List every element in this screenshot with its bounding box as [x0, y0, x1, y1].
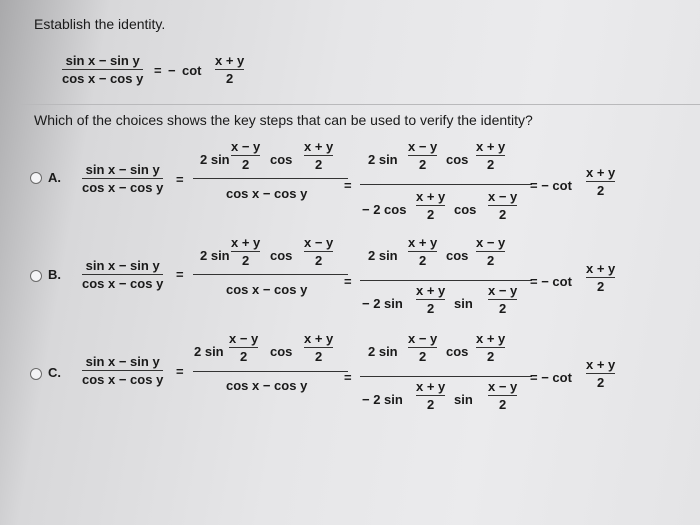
choice-b-s2-bot-coef: − 2 sin [362, 296, 403, 311]
choice-a-s1-main-bar [193, 178, 348, 179]
choice-b-s2-bot-frac2-den: 2 [499, 301, 507, 316]
choice-c-s2-top-frac1-den: 2 [419, 349, 427, 364]
choice-c-s1-frac2-num: x + y [304, 331, 334, 346]
choice-b-s2-bot-frac1-num: x + y [416, 283, 446, 298]
choice-c-s2-top-fn2: cos [446, 344, 469, 359]
choice-a-s1-frac2-num: x + y [304, 139, 334, 154]
choice-c-s2-top-frac2-den: 2 [487, 349, 495, 364]
choice-c-s2-top-frac2-num: x + y [476, 331, 506, 346]
choice-b-s2-bot-fn2: sin [454, 296, 473, 311]
choice-b-equals-1: = [176, 267, 184, 282]
choice-b-s2-bot-frac2-num: x − y [488, 283, 518, 298]
choice-a-s1-frac1-den: 2 [242, 157, 250, 172]
choice-a-result-den: 2 [597, 183, 605, 198]
choice-b-s1-fn2: cos [270, 248, 293, 263]
choice-a-s2-bot-frac1 [416, 190, 445, 221]
choice-c-s1-main-bar [193, 371, 348, 372]
choice-c-s1-frac1-den: 2 [240, 349, 248, 364]
choice-a-s2-top-coef: 2 sin [368, 152, 398, 167]
choice-b-s2-top-frac1-num: x + y [408, 235, 438, 250]
choice-c-s1-fn2: cos [270, 344, 293, 359]
identity-rhs-denominator: 2 [226, 71, 234, 86]
identity-cot: cot [182, 63, 202, 78]
choice-c-equals-1: = [176, 364, 184, 379]
choice-a-result: = − cot [530, 178, 572, 193]
choice-a-s2-bot-frac2-den: 2 [499, 207, 507, 222]
choice-c-equals-2: = [344, 370, 352, 385]
choice-c-s1-coef: 2 sin [194, 344, 224, 359]
choice-b-lhs-numerator: sin x − sin y [85, 258, 160, 273]
choice-b-s1-frac1-num: x + y [231, 235, 261, 250]
choice-b-s1-frac2-den: 2 [315, 253, 323, 268]
identity-rhs-numerator: x + y [215, 53, 245, 68]
choice-c-s2-bot-frac1-num: x + y [416, 379, 446, 394]
choice-c-s2-main-bar [360, 376, 532, 377]
choice-a-s2-bot-coef: − 2 cos [362, 202, 407, 217]
choice-c-s1-denominator: cos x − cos y [226, 378, 308, 393]
choice-c-lhs-denominator: cos x − cos y [82, 372, 164, 387]
choice-b-lhs-denominator: cos x − cos y [82, 276, 164, 291]
choice-a-s2-bot-frac2 [488, 190, 517, 221]
choice-a-s1-frac2-den: 2 [315, 157, 323, 172]
choice-a-s2-top-frac1 [408, 140, 437, 171]
choice-b-s1-frac1-den: 2 [242, 253, 250, 268]
divider [18, 104, 700, 105]
identity-lhs-numerator: sin x − sin y [65, 53, 140, 68]
choice-a-equals-1: = [176, 172, 184, 187]
choice-a-s2-top-frac2 [476, 140, 505, 171]
choice-a-lhs-numerator: sin x − sin y [85, 162, 160, 177]
choice-b-s2-top-fn2: cos [446, 248, 469, 263]
choice-b-s1-frac1 [231, 236, 260, 267]
choice-c-result-frac [586, 358, 615, 389]
choice-a-s1-coef: 2 sin [200, 152, 230, 167]
choice-a-s1-fn2: cos [270, 152, 293, 167]
choice-c-result-den: 2 [597, 375, 605, 390]
radio-button-c[interactable] [30, 368, 42, 380]
choice-c-lhs-numerator: sin x − sin y [85, 354, 160, 369]
choice-b-s2-bot-frac2 [488, 284, 517, 315]
choice-c-s2-top-coef: 2 sin [368, 344, 398, 359]
choice-a-s1-frac1 [231, 140, 260, 171]
choice-a-result-frac [586, 166, 615, 197]
identity-minus-sign: − [168, 63, 176, 78]
choice-b-s2-top-coef: 2 sin [368, 248, 398, 263]
choice-b-s1-frac2-num: x − y [304, 235, 334, 250]
identity-rhs-fraction [215, 54, 244, 85]
choice-c-s2-top-frac1 [408, 332, 437, 363]
choice-c-s2-bot-frac2 [488, 380, 517, 411]
choice-b-s2-top-frac1-den: 2 [419, 253, 427, 268]
choice-c-s2-top-frac1-num: x − y [408, 331, 438, 346]
choice-b-s1-denominator: cos x − cos y [226, 282, 308, 297]
choice-a-s2-main-bar [360, 184, 532, 185]
choice-a-equals-2: = [344, 178, 352, 193]
choice-a-s2-bot-frac2-num: x − y [488, 189, 518, 204]
choice-b-s2-top-frac2-den: 2 [487, 253, 495, 268]
choice-a-letter: A. [48, 170, 61, 185]
choice-c-s2-bot-frac2-num: x − y [488, 379, 518, 394]
choice-b-s1-frac2 [304, 236, 333, 267]
choice-a-s1-frac2 [304, 140, 333, 171]
question-text: Which of the choices shows the key steps that can be used to verify the identity? [34, 112, 533, 128]
question-panel [18, 0, 700, 525]
choice-b-s2-bot-frac1-den: 2 [427, 301, 435, 316]
choice-c-s1-frac1-num: x − y [229, 331, 259, 346]
choice-a-lhs [82, 163, 163, 194]
choice-b-result-num: x + y [586, 261, 616, 276]
identity-equals: = [154, 63, 162, 78]
choice-a-s1-denominator: cos x − cos y [226, 186, 308, 201]
choice-c-result-num: x + y [586, 357, 616, 372]
radio-button-a[interactable] [30, 172, 42, 184]
choice-b-s1-main-bar [193, 274, 348, 275]
choice-c-s1-frac1 [229, 332, 258, 363]
choice-a-s2-bot-fn2: cos [454, 202, 477, 217]
page-title: Establish the identity. [34, 16, 166, 32]
choice-a-s2-top-frac2-num: x + y [476, 139, 506, 154]
choice-c-lhs [82, 355, 163, 386]
radio-button-b[interactable] [30, 270, 42, 282]
choice-a-s2-top-frac1-den: 2 [419, 157, 427, 172]
choice-b-s2-top-frac2-num: x − y [476, 235, 506, 250]
choice-b-result-frac [586, 262, 615, 293]
choice-c-s2-bot-coef: − 2 sin [362, 392, 403, 407]
choice-a-s1-frac1-num: x − y [231, 139, 261, 154]
choice-a-s2-top-frac1-num: x − y [408, 139, 438, 154]
choice-c-s1-frac2-den: 2 [315, 349, 323, 364]
choice-a-s2-top-frac2-den: 2 [487, 157, 495, 172]
choice-b-s2-top-frac2 [476, 236, 505, 267]
choice-a-s2-top-fn2: cos [446, 152, 469, 167]
choice-b-s2-top-frac1 [408, 236, 437, 267]
choice-b-result: = − cot [530, 274, 572, 289]
choice-c-s2-bot-frac1 [416, 380, 445, 411]
choice-c-s2-bot-fn2: sin [454, 392, 473, 407]
choice-b-letter: B. [48, 267, 61, 282]
choice-c-s2-bot-frac2-den: 2 [499, 397, 507, 412]
choice-a-s2-bot-frac1-num: x + y [416, 189, 446, 204]
choice-b-s1-coef: 2 sin [200, 248, 230, 263]
choice-c-s2-top-frac2 [476, 332, 505, 363]
choice-b-result-den: 2 [597, 279, 605, 294]
choice-b-lhs [82, 259, 163, 290]
choice-c-s1-frac2 [304, 332, 333, 363]
choice-a-s2-bot-frac1-den: 2 [427, 207, 435, 222]
choice-c-s2-bot-frac1-den: 2 [427, 397, 435, 412]
choice-a-result-num: x + y [586, 165, 616, 180]
choice-b-equals-2: = [344, 274, 352, 289]
choice-c-result: = − cot [530, 370, 572, 385]
identity-lhs-fraction [62, 54, 143, 85]
identity-lhs-denominator: cos x − cos y [62, 71, 144, 86]
choice-c-letter: C. [48, 365, 61, 380]
choice-a-lhs-denominator: cos x − cos y [82, 180, 164, 195]
choice-b-s2-main-bar [360, 280, 532, 281]
choice-b-s2-bot-frac1 [416, 284, 445, 315]
